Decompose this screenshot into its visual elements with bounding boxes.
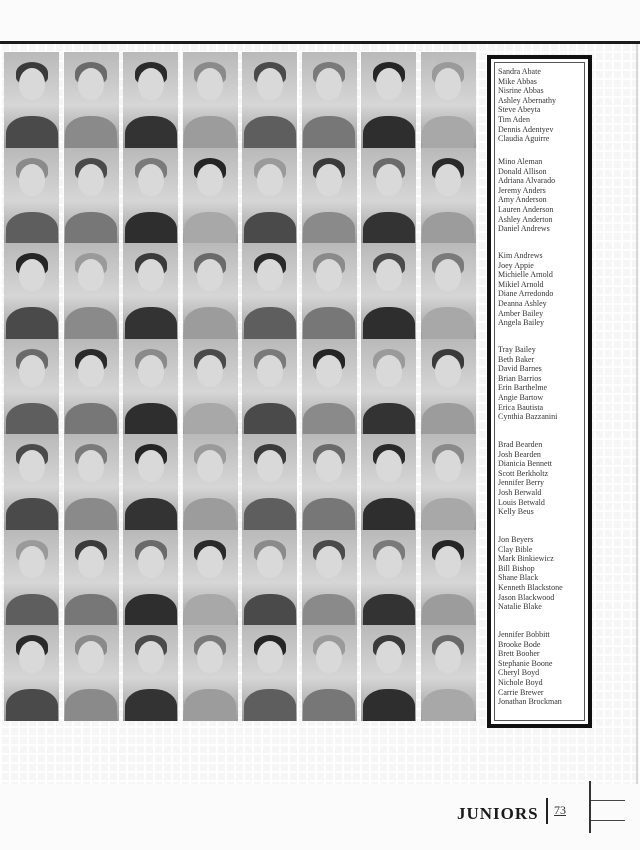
student-name: Daniel Andrews [498,224,550,234]
student-name: Nichole Boyd [498,677,543,687]
student-name: Jon Beyers [498,535,534,544]
student-portrait [361,530,416,626]
portrait-shoulders [422,594,474,626]
student-portrait [421,52,476,148]
student-name: Mark Binkiewicz [498,554,554,564]
names-panel [487,55,592,728]
student-portrait [242,530,297,626]
portrait-face [138,450,164,482]
name-group [498,440,586,517]
student-portrait [302,625,357,721]
portrait-shoulders [125,594,177,626]
student-name: Shane Black [498,573,539,583]
portrait-shoulders [6,689,58,721]
portrait-face [257,450,283,482]
student-portrait [4,530,59,626]
student-portrait [421,243,476,339]
portrait-shoulders [65,689,117,721]
student-name: Stephanie Boone [498,658,553,668]
portrait-face [376,546,402,578]
student-portrait [123,339,178,435]
student-portrait [302,148,357,244]
student-name: Jonathan Brockman [498,697,562,707]
portrait-shoulders [303,689,355,721]
student-name: Clay Bible [498,544,533,554]
student-name: Erin Barthelme [498,383,548,393]
student-name: Tim Aden [498,114,530,124]
student-portrait [421,434,476,530]
portrait-shoulders [125,689,177,721]
student-name: Lauren Anderson [498,204,554,214]
student-name: Kim Andrews [498,251,543,260]
student-name: Tray Bailey [498,345,536,354]
student-portrait [64,625,119,721]
student-portrait [64,339,119,435]
portrait-shoulders [125,116,177,148]
portrait-face [435,641,461,673]
student-portrait [361,339,416,435]
portrait-face [316,450,342,482]
portrait-face [197,546,223,578]
student-portrait [421,339,476,435]
portrait-shoulders [422,307,474,339]
student-name: Dennis Adentyev [498,124,554,134]
student-portrait [361,434,416,530]
portrait-shoulders [244,498,296,530]
student-portrait [183,243,238,339]
portrait-shoulders [184,116,236,148]
portrait-shoulders [303,403,355,435]
portrait-shoulders [363,498,415,530]
portrait-face [376,641,402,673]
portrait-face [78,355,104,387]
page-edge [636,44,638,784]
student-portrait [64,52,119,148]
student-name: Cheryl Boyd [498,668,540,678]
student-name: Beth Baker [498,354,535,364]
student-portrait [302,243,357,339]
student-portrait [242,625,297,721]
portrait-shoulders [244,212,296,244]
student-name: Diane Arredondo [498,289,554,299]
portrait-shoulders [6,594,58,626]
student-name: Kenneth Blackstone [498,582,563,592]
portrait-face [197,355,223,387]
portrait-shoulders [363,116,415,148]
student-name: Deanna Ashley [498,298,547,308]
student-portrait [4,148,59,244]
student-portrait [361,625,416,721]
student-name: Mino Aleman [498,157,543,166]
portrait-shoulders [244,594,296,626]
student-name: Amy Anderson [498,195,547,205]
decorative-rule-vertical [589,781,591,833]
student-name: Adriana Alvarado [498,176,556,186]
student-name: Claudia Aguirre [498,134,550,144]
portrait-face [435,259,461,291]
portrait-shoulders [125,212,177,244]
portrait-face [435,450,461,482]
student-name: Brett Booher [498,649,540,659]
portrait-face [257,259,283,291]
student-portrait [242,148,297,244]
student-portrait [64,243,119,339]
portrait-shoulders [303,594,355,626]
portrait-face [435,164,461,196]
portrait-face [19,355,45,387]
student-portrait [4,625,59,721]
portrait-face [316,68,342,100]
portrait-face [138,546,164,578]
portrait-shoulders [244,307,296,339]
student-name: Mike Abbas [498,76,537,86]
portrait-face [435,546,461,578]
portrait-face [78,259,104,291]
portrait-face [78,164,104,196]
student-portrait [183,530,238,626]
page-number: 73 [554,803,566,817]
student-portrait [421,530,476,626]
student-portrait [421,625,476,721]
portrait-shoulders [303,307,355,339]
portrait-face [376,355,402,387]
portrait-face [197,68,223,100]
student-portrait [4,434,59,530]
student-name: Brad Bearden [498,440,543,449]
portrait-face [376,68,402,100]
portrait-shoulders [125,498,177,530]
student-name: Josh Bearden [498,449,541,459]
portrait-shoulders [65,403,117,435]
portrait-shoulders [184,403,236,435]
student-portrait [123,434,178,530]
student-name: Angie Bartow [498,392,544,402]
portrait-shoulders [363,594,415,626]
student-portrait [4,52,59,148]
student-name: Jennifer Berry [498,478,544,488]
student-portrait [123,243,178,339]
portrait-face [138,164,164,196]
student-portrait [183,625,238,721]
portrait-shoulders [303,498,355,530]
student-name: Nisrine Abbas [498,86,544,96]
portrait-face [197,259,223,291]
portrait-face [376,164,402,196]
portrait-face [19,450,45,482]
student-portrait [4,339,59,435]
portrait-face [257,641,283,673]
student-name: Louis Betwald [498,497,545,507]
student-name: Amber Bailey [498,308,544,318]
portrait-shoulders [244,116,296,148]
student-name: Steve Abeyta [498,105,541,115]
student-name: Sandra Abate [498,67,541,76]
portrait-face [435,355,461,387]
portrait-face [138,355,164,387]
portrait-face [197,641,223,673]
decorative-rule-horizontal [591,820,625,821]
student-name: Erica Bautista [498,402,544,412]
portrait-shoulders [6,116,58,148]
portrait-face [197,164,223,196]
portrait-shoulders [422,689,474,721]
portrait-face [316,164,342,196]
student-portrait [123,530,178,626]
student-name: Cynthia Bazzanini [498,412,558,422]
portrait-shoulders [184,307,236,339]
name-group [498,157,586,234]
student-name: Angela Bailey [498,318,544,328]
student-name: Ashley Abernathy [498,95,556,105]
student-portrait [361,243,416,339]
portrait-face [78,450,104,482]
portrait-shoulders [184,498,236,530]
portrait-shoulders [363,212,415,244]
student-name: Scott Berkholtz [498,468,548,478]
portrait-shoulders [125,403,177,435]
student-name: Josh Berwald [498,487,542,497]
student-portrait [64,148,119,244]
student-name: Mikiel Arnold [498,279,544,289]
portrait-shoulders [6,498,58,530]
student-portrait-grid [4,52,482,728]
student-name: David Barnes [498,364,542,374]
portrait-shoulders [65,212,117,244]
portrait-face [316,546,342,578]
student-name: Kelly Beus [498,507,534,517]
portrait-shoulders [422,212,474,244]
student-portrait [242,434,297,530]
portrait-shoulders [303,212,355,244]
student-name: Brooke Bode [498,639,541,649]
student-portrait [421,148,476,244]
portrait-shoulders [422,403,474,435]
portrait-shoulders [363,307,415,339]
name-group [498,630,586,707]
portrait-face [78,641,104,673]
student-portrait [242,52,297,148]
portrait-shoulders [65,116,117,148]
portrait-shoulders [65,307,117,339]
student-name: Jason Blackwood [498,592,555,602]
portrait-face [257,546,283,578]
student-name: Ashley Anderton [498,214,553,224]
portrait-shoulders [65,594,117,626]
portrait-shoulders [184,689,236,721]
student-portrait [302,434,357,530]
student-name: Bill Bishop [498,563,535,573]
student-name: Donald Allison [498,166,547,176]
portrait-shoulders [6,307,58,339]
portrait-face [257,355,283,387]
student-portrait [242,339,297,435]
student-portrait [123,625,178,721]
portrait-shoulders [184,212,236,244]
portrait-shoulders [6,403,58,435]
student-portrait [302,339,357,435]
portrait-shoulders [422,116,474,148]
portrait-shoulders [303,116,355,148]
student-portrait [183,148,238,244]
name-group [498,251,586,328]
student-name: Carrie Brewer [498,687,544,697]
student-portrait [64,434,119,530]
portrait-shoulders [65,498,117,530]
student-portrait [4,243,59,339]
portrait-shoulders [6,212,58,244]
portrait-face [197,450,223,482]
portrait-face [19,164,45,196]
portrait-shoulders [184,594,236,626]
student-portrait [123,52,178,148]
name-group [498,345,586,422]
portrait-shoulders [363,689,415,721]
student-portrait [302,530,357,626]
student-portrait [361,148,416,244]
student-portrait [64,530,119,626]
section-title: JUNIORS [457,804,539,823]
student-name: Dianicia Bennett [498,459,552,469]
portrait-face [19,68,45,100]
portrait-face [138,259,164,291]
student-portrait [183,52,238,148]
portrait-shoulders [422,498,474,530]
student-name: Brian Barrios [498,373,542,383]
portrait-face [316,259,342,291]
portrait-face [376,450,402,482]
student-portrait [302,52,357,148]
title-separator [546,798,548,824]
student-portrait [183,339,238,435]
student-portrait [242,243,297,339]
portrait-face [376,259,402,291]
name-group [498,535,586,612]
portrait-shoulders [244,689,296,721]
portrait-face [78,546,104,578]
student-name: Jennifer Bobbitt [498,630,550,639]
portrait-face [257,164,283,196]
portrait-face [78,68,104,100]
portrait-face [316,641,342,673]
portrait-face [19,641,45,673]
decorative-rule-horizontal [591,800,625,801]
student-name: Michielle Arnold [498,270,553,280]
portrait-face [19,546,45,578]
student-portrait [123,148,178,244]
student-portrait [361,52,416,148]
portrait-shoulders [363,403,415,435]
student-name: Joey Appie [498,260,534,270]
student-portrait [183,434,238,530]
student-name: Natalie Blake [498,602,542,612]
portrait-face [19,259,45,291]
portrait-face [435,68,461,100]
portrait-shoulders [244,403,296,435]
portrait-face [138,68,164,100]
portrait-face [316,355,342,387]
student-name: Jeremy Anders [498,185,546,195]
portrait-face [138,641,164,673]
portrait-face [257,68,283,100]
name-group [498,67,586,144]
portrait-shoulders [125,307,177,339]
